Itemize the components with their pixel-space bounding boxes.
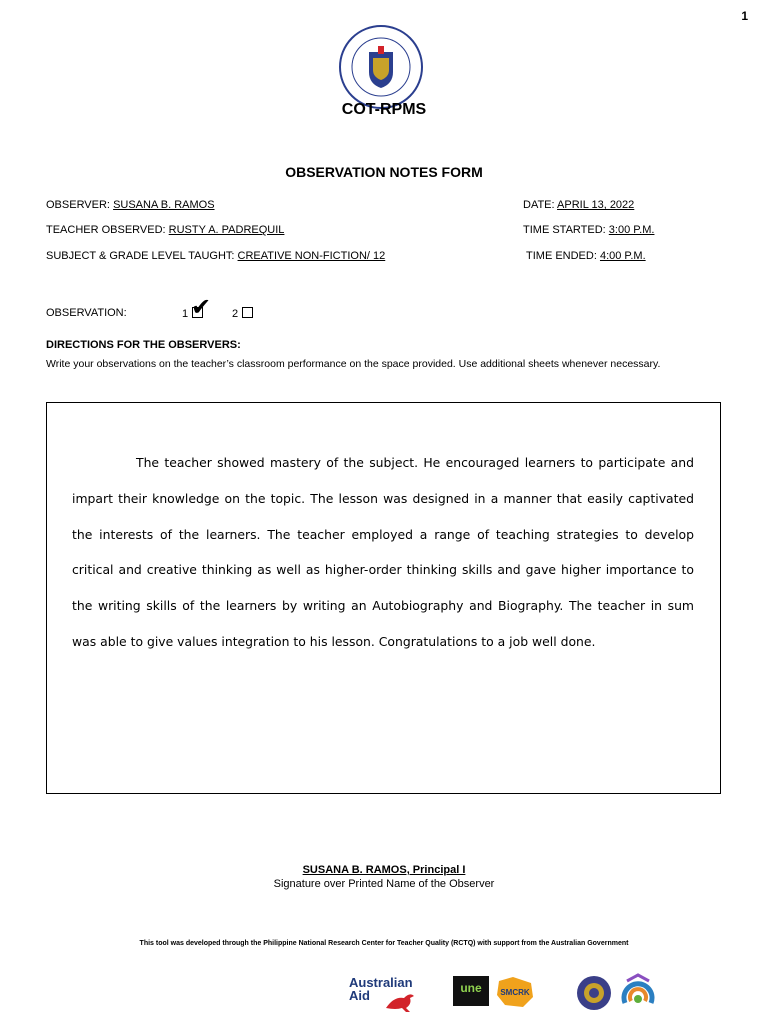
- une-logo: une: [453, 976, 489, 1006]
- footer-note: This tool was developed through the Philippine National Research Center for Teacher Quality (RCTQ) with support from the Australian Government: [139, 940, 629, 947]
- directions-heading: DIRECTIONS FOR THE OBSERVERS:: [46, 339, 241, 351]
- option-2-checkbox[interactable]: [242, 307, 253, 318]
- deped-seal-icon: [338, 24, 424, 110]
- observer-label: OBSERVER:: [46, 199, 110, 211]
- date-value: APRIL 13, 2022: [557, 199, 635, 211]
- time-ended-label: TIME ENDED:: [526, 250, 597, 262]
- time-started-field: [523, 224, 654, 236]
- time-started-value: 3:00 P.M.: [608, 224, 655, 236]
- option-2-label: 2: [232, 308, 239, 320]
- time-started-label: TIME STARTED:: [523, 224, 606, 236]
- observer-field: [46, 199, 215, 211]
- time-ended-field: [526, 250, 646, 262]
- form-subtitle: OBSERVATION NOTES FORM: [285, 164, 483, 180]
- subject-label: SUBJECT & GRADE LEVEL TAUGHT:: [46, 250, 235, 262]
- observer-signature-name: SUSANA B. RAMOS, Principal I: [302, 864, 466, 876]
- smcrk-logo-text: SMCRK: [500, 988, 530, 997]
- form-title: COT-RPMS: [341, 101, 427, 118]
- observer-value: SUSANA B. RAMOS: [113, 199, 215, 211]
- option-1-label: 1: [182, 308, 189, 320]
- observation-option-2[interactable]: [232, 307, 253, 320]
- page-number: 1: [741, 9, 748, 23]
- australian-aid-logo-text: Australian Aid: [349, 975, 413, 1003]
- observation-label: OBSERVATION:: [46, 307, 127, 319]
- teacher-field: [46, 224, 284, 236]
- seal-logo-icon: [576, 975, 612, 1011]
- teacher-value: RUSTY A. PADREQUIL: [168, 224, 285, 236]
- subject-field: [46, 250, 385, 262]
- directions-text: Write your observations on the teacher’s classroom performance on the space provided. Use additional sheets whenever necessary.: [46, 358, 661, 370]
- teacher-label: TEACHER OBSERVED:: [46, 224, 166, 236]
- smcrk-logo-icon: [493, 975, 537, 1009]
- kangaroo-icon: [384, 990, 420, 1012]
- subject-value: CREATIVE NON-FICTION/ 12: [237, 250, 386, 262]
- rctq-logo-icon: [617, 973, 659, 1011]
- date-field: [523, 199, 634, 211]
- signature-caption: Signature over Printed Name of the Observer: [273, 878, 495, 890]
- observation-notes-box: [46, 402, 721, 794]
- date-label: DATE:: [523, 199, 555, 211]
- observation-option-1[interactable]: [182, 293, 212, 321]
- check-mark-icon: ✔: [191, 293, 212, 321]
- observation-notes-text: The teacher showed mastery of the subject. He encouraged learners to participate and impart their knowledge on the topic. The lesson was designed in a manner that easily captivated the interests of the learners. The teacher employed a range of teaching strategies to develop critical and creative thinking as well as higher-order thinking skills and gave higher importance to the writing skills of the learners by writing an Autobiography and Biography. The teacher in sum was able to give values integration to his lesson. Congratulations to a job well done.: [72, 455, 694, 649]
- time-ended-value: 4:00 P.M.: [599, 250, 646, 262]
